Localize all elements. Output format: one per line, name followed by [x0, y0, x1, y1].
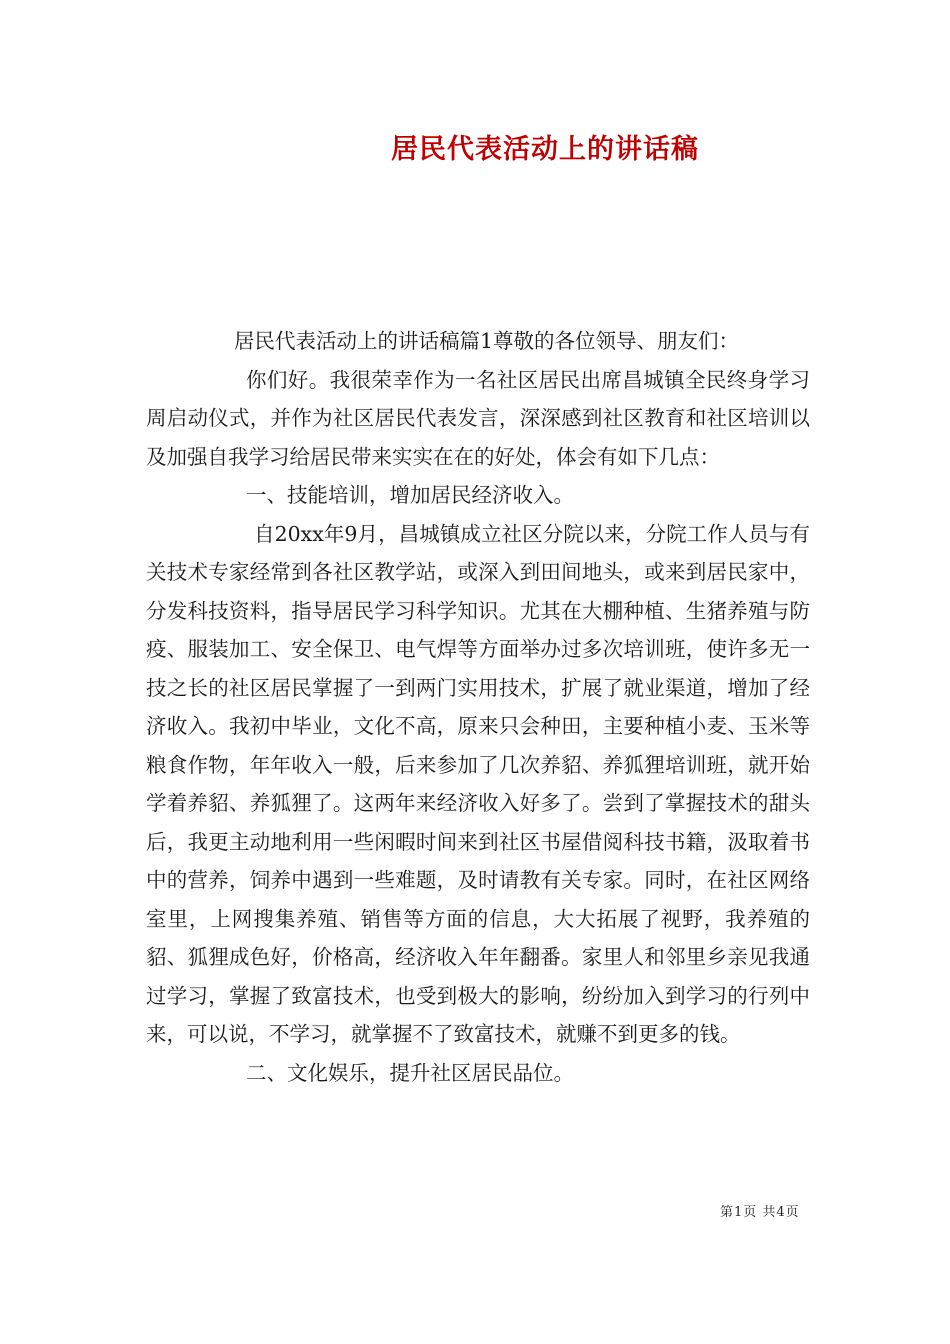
paragraph-section-1: 自20xx年9月，昌城镇成立社区分院以来，分院工作人员与有关技术专家经常到各社区教学站，或深入到田间地头，或来到居民家中，分发科技资料，指导居民学习科学知识。尤其在大棚种植、生猪养殖与防疫、服装加工、安全保卫、电气焊等方面举办过多次培训班，使许多无一技之长的社区居民掌握了一到两门实用技术，扩展了就业渠道，增加了经济收入。我初中毕业，文化不高，原来只会种田，主要种植小麦、玉米等粮食作物，年年收入一般，后来参加了几次养貂、养狐狸培训班，就开始学着养貂、养狐狸了。这两年来经济收入好多了。尝到了掌握技术的甜头后，我更主动地利用一些闲暇时间来到社区书屋借阅科技书籍，汲取着书中的营养，饲养中遇到一些难题，及时请教有关专家。同时，在社区网络室里，上网搜集养殖、销售等方面的信息，大大拓展了视野，我养殖的貂、狐狸成色好，价格高，经济收入年年翻番。家里人和邻里乡亲见我通过学习，掌握了致富技术，也受到极大的影响，纷纷加入到学习的行列中来，可以说，不学习，就掌握不了致富技术，就赚不到更多的钱。 [146, 521, 810, 1046]
document-title: 居民代表活动上的讲话稿 [391, 134, 699, 165]
page-number: 第1页 共4页 [720, 1205, 800, 1220]
paragraph-greeting: 居民代表活动上的讲话稿篇1尊敬的各位领导、朋友们： [234, 329, 740, 353]
document-body [146, 322, 810, 1092]
paragraph-intro: 你们好。我很荣幸作为一名社区居民出席昌城镇全民终身学习周启动仪式，并作为社区居民代表发言，深深感到社区教育和社区培训以及加强自我学习给居民带来实实在在的好处，体会有如下几点： [146, 367, 810, 469]
section-heading-1: 一、技能培训，增加居民经济收入。 [246, 483, 574, 507]
section-heading-2: 二、文化娱乐，提升社区居民品位。 [246, 1060, 574, 1085]
